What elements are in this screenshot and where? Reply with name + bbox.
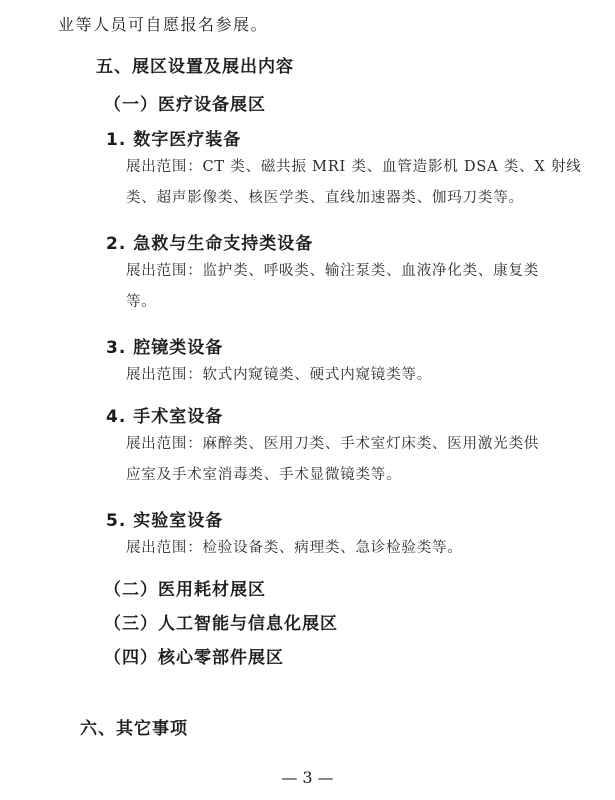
section-5-title: 五、展区设置及展出内容 — [96, 57, 294, 77]
item-3-title: 3. 腔镜类设备 — [106, 338, 224, 358]
area-2-title: （二）医用耗材展区 — [104, 580, 266, 600]
area-4-title: （四）核心零部件展区 — [104, 648, 284, 668]
item-3-scope-line-1: 展出范围：软式内窥镜类、硬式内窥镜类等。 — [126, 367, 432, 383]
item-2-scope-line-2: 等。 — [126, 294, 157, 310]
item-2-title: 2. 急救与生命支持类设备 — [106, 234, 314, 254]
intro-text: 业等人员可自愿报名参展。 — [58, 15, 269, 34]
item-5-title: 5. 实验室设备 — [106, 511, 224, 531]
item-4-scope-line-1: 展出范围：麻醉类、医用刀类、手术室灯床类、医用激光类供 — [126, 436, 540, 452]
item-1-scope-line-2: 类、超声影像类、核医学类、直线加速器类、伽玛刀类等。 — [126, 190, 524, 206]
area-3-title: （三）人工智能与信息化展区 — [104, 614, 338, 634]
item-2-scope-line-1: 展出范围：监护类、呼吸类、输注泵类、血液净化类、康复类 — [126, 263, 540, 279]
item-5-scope-line-1: 展出范围：检验设备类、病理类、急诊检验类等。 — [126, 540, 463, 556]
area-1-title: （一）医疗设备展区 — [104, 95, 266, 115]
page-number: — 3 — — [281, 768, 334, 787]
item-4-title: 4. 手术室设备 — [106, 407, 224, 427]
item-1-scope-line-1: 展出范围：CT 类、磁共振 MRI 类、血管造影机 DSA 类、X 射线 — [126, 159, 582, 175]
item-1-title: 1. 数字医疗装备 — [106, 130, 242, 150]
section-6-title: 六、其它事项 — [80, 719, 188, 739]
item-4-scope-line-2: 应室及手术室消毒类、手术显微镜类等。 — [126, 467, 402, 483]
